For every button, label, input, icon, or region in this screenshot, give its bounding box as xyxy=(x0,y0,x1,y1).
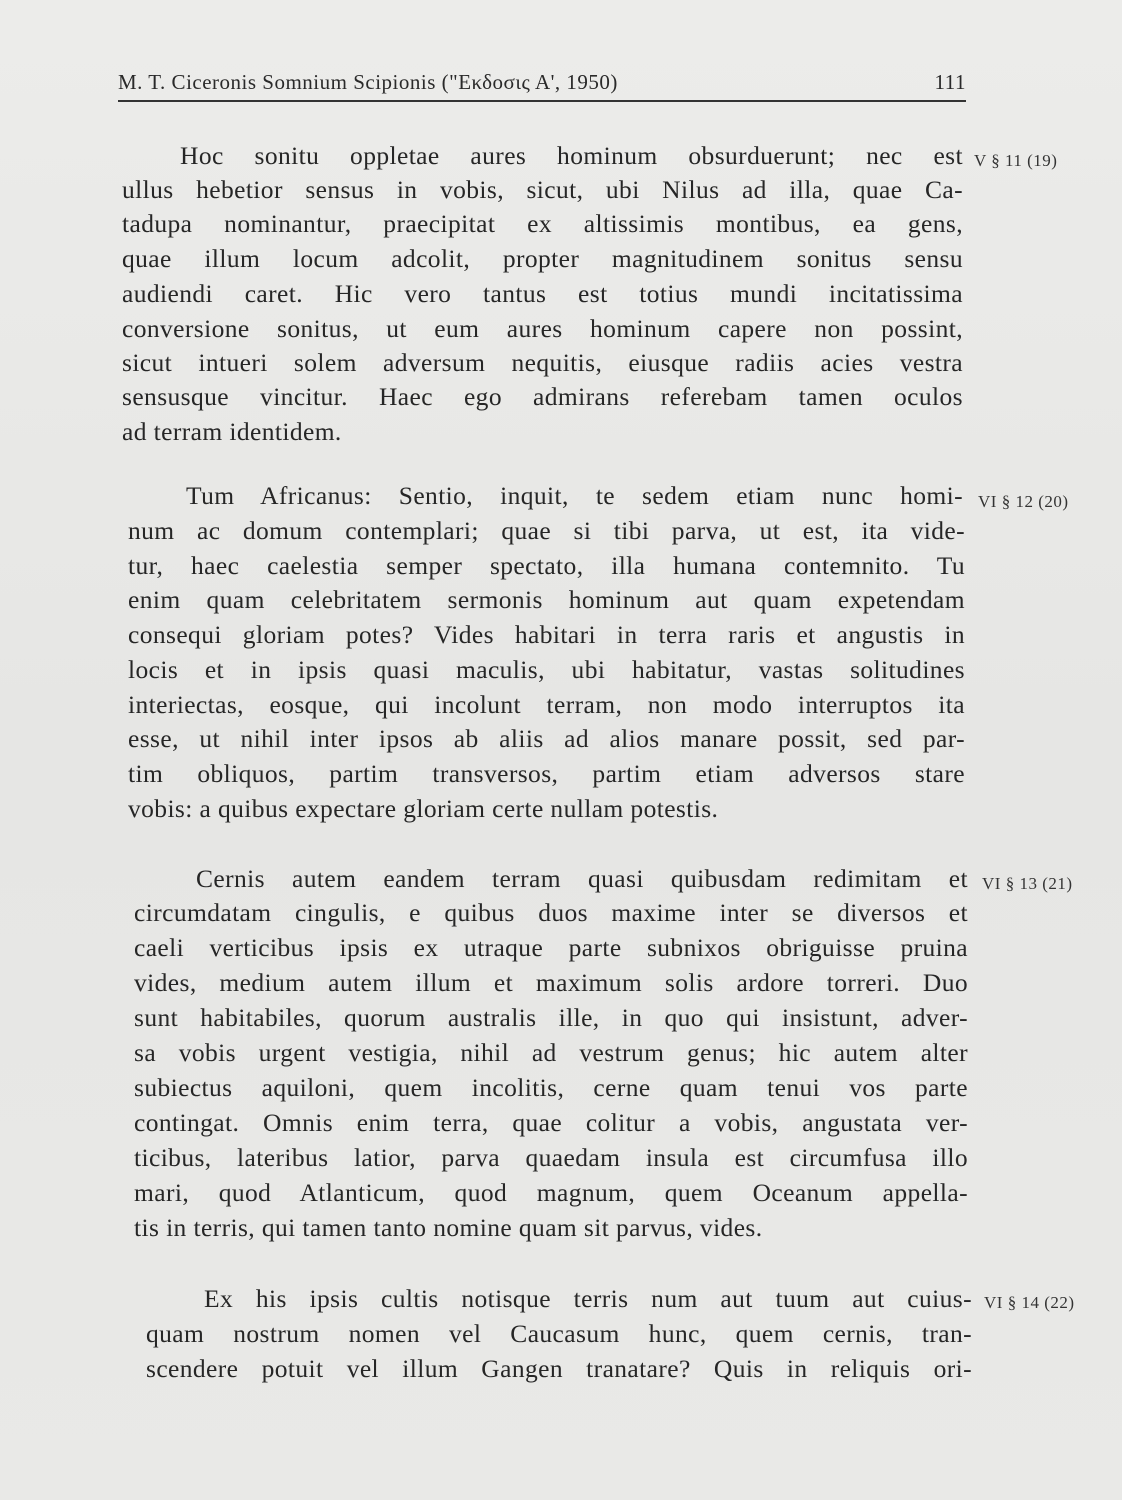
page-number: 111 xyxy=(934,70,966,94)
text-line: tadupa nominantur, praecipitat ex altissimis montibus, ea gens, xyxy=(122,209,963,238)
text-line: sensusque vincitur. Haec ego admirans referebam tamen oculos xyxy=(122,382,963,411)
text-line: ad terram identidem. xyxy=(122,417,342,446)
text-line: num ac domum contemplari; quae si tibi parva, ut est, ita vide- xyxy=(128,516,965,545)
text-line: sicut intueri solem adversum nequitis, eiusque radiis acies vestra xyxy=(122,348,963,377)
text-line: mari, quod Atlanticum, quod magnum, quem Oceanum appella- xyxy=(134,1178,968,1207)
text-line: conversione sonitus, ut eum aures hominum capere non possint, xyxy=(122,314,963,343)
text-line: sunt habitabiles, quorum australis ille, in quo qui insistunt, adver- xyxy=(134,1003,968,1032)
text-line: Cernis autem eandem terram quasi quibusdam redimitam et xyxy=(196,864,968,893)
text-line: circumdatam cingulis, e quibus duos maxime inter se diversos et xyxy=(134,898,968,927)
running-header xyxy=(118,70,966,95)
text-line: contingat. Omnis enim terra, quae colitur a vobis, angustata ver- xyxy=(134,1108,968,1137)
text-line: vides, medium autem illum et maximum solis ardore torreri. Duo xyxy=(134,968,968,997)
text-line: tur, haec caelestia semper spectato, illa humana contemnito. Tu xyxy=(128,551,965,580)
margin-reference: VI § 13 (21) xyxy=(982,874,1073,893)
text-line: tim obliquos, partim transversos, partim etiam adversos stare xyxy=(128,759,965,788)
margin-reference: VI § 14 (22) xyxy=(984,1293,1075,1312)
text-line: caeli verticibus ipsis ex utraque parte subnixos obriguisse pruina xyxy=(134,933,968,962)
text-line: subiectus aquiloni, quem incolitis, cerne quam tenui vos parte xyxy=(134,1073,968,1102)
text-line: quae illum locum adcolit, propter magnitudinem sonitus sensu xyxy=(122,244,963,273)
text-line: Tum Africanus: Sentio, inquit, te sedem etiam nunc homi- xyxy=(186,481,963,510)
header-title: M. T. Ciceronis Somnium Scipionis ("Εκδοσις Α', 1950) xyxy=(118,70,618,94)
margin-reference: V § 11 (19) xyxy=(974,151,1058,170)
text-line: locis et in ipsis quasi maculis, ubi habitatur, vastas solitudines xyxy=(128,655,965,684)
text-line: Ex his ipsis cultis notisque terris num aut tuum aut cuius- xyxy=(204,1284,972,1313)
text-line: interiectas, eosque, qui incolunt terram, non modo interruptos ita xyxy=(128,690,965,719)
text-line: Hoc sonitu oppletae aures hominum obsurduerunt; nec est xyxy=(180,141,963,170)
text-line: enim quam celebritatem sermonis hominum aut quam expetendam xyxy=(128,585,965,614)
text-line: vobis: a quibus expectare gloriam certe nullam potestis. xyxy=(128,794,719,823)
text-line: sa vobis urgent vestigia, nihil ad vestrum genus; hic autem alter xyxy=(134,1038,968,1067)
text-line: audiendi caret. Hic vero tantus est totius mundi incitatissima xyxy=(122,279,963,308)
text-line: ticibus, lateribus latior, parva quaedam insula est circumfusa illo xyxy=(134,1143,968,1172)
text-line: ullus hebetior sensus in vobis, sicut, ubi Nilus ad illa, quae Ca- xyxy=(122,175,963,204)
margin-reference: VI § 12 (20) xyxy=(978,492,1069,511)
text-line: tis in terris, qui tamen tanto nomine quam sit parvus, vides. xyxy=(134,1213,763,1242)
text-line: consequi gloriam potes? Vides habitari in terra raris et angustis in xyxy=(128,620,965,649)
header-rule xyxy=(118,100,966,102)
text-line: quam nostrum nomen vel Caucasum hunc, quem cernis, tran- xyxy=(146,1319,972,1348)
text-line: esse, ut nihil inter ipsos ab aliis ad alios manare possit, sed par- xyxy=(128,724,965,753)
text-line: scendere potuit vel illum Gangen tranatare? Quis in reliquis ori- xyxy=(146,1354,972,1383)
